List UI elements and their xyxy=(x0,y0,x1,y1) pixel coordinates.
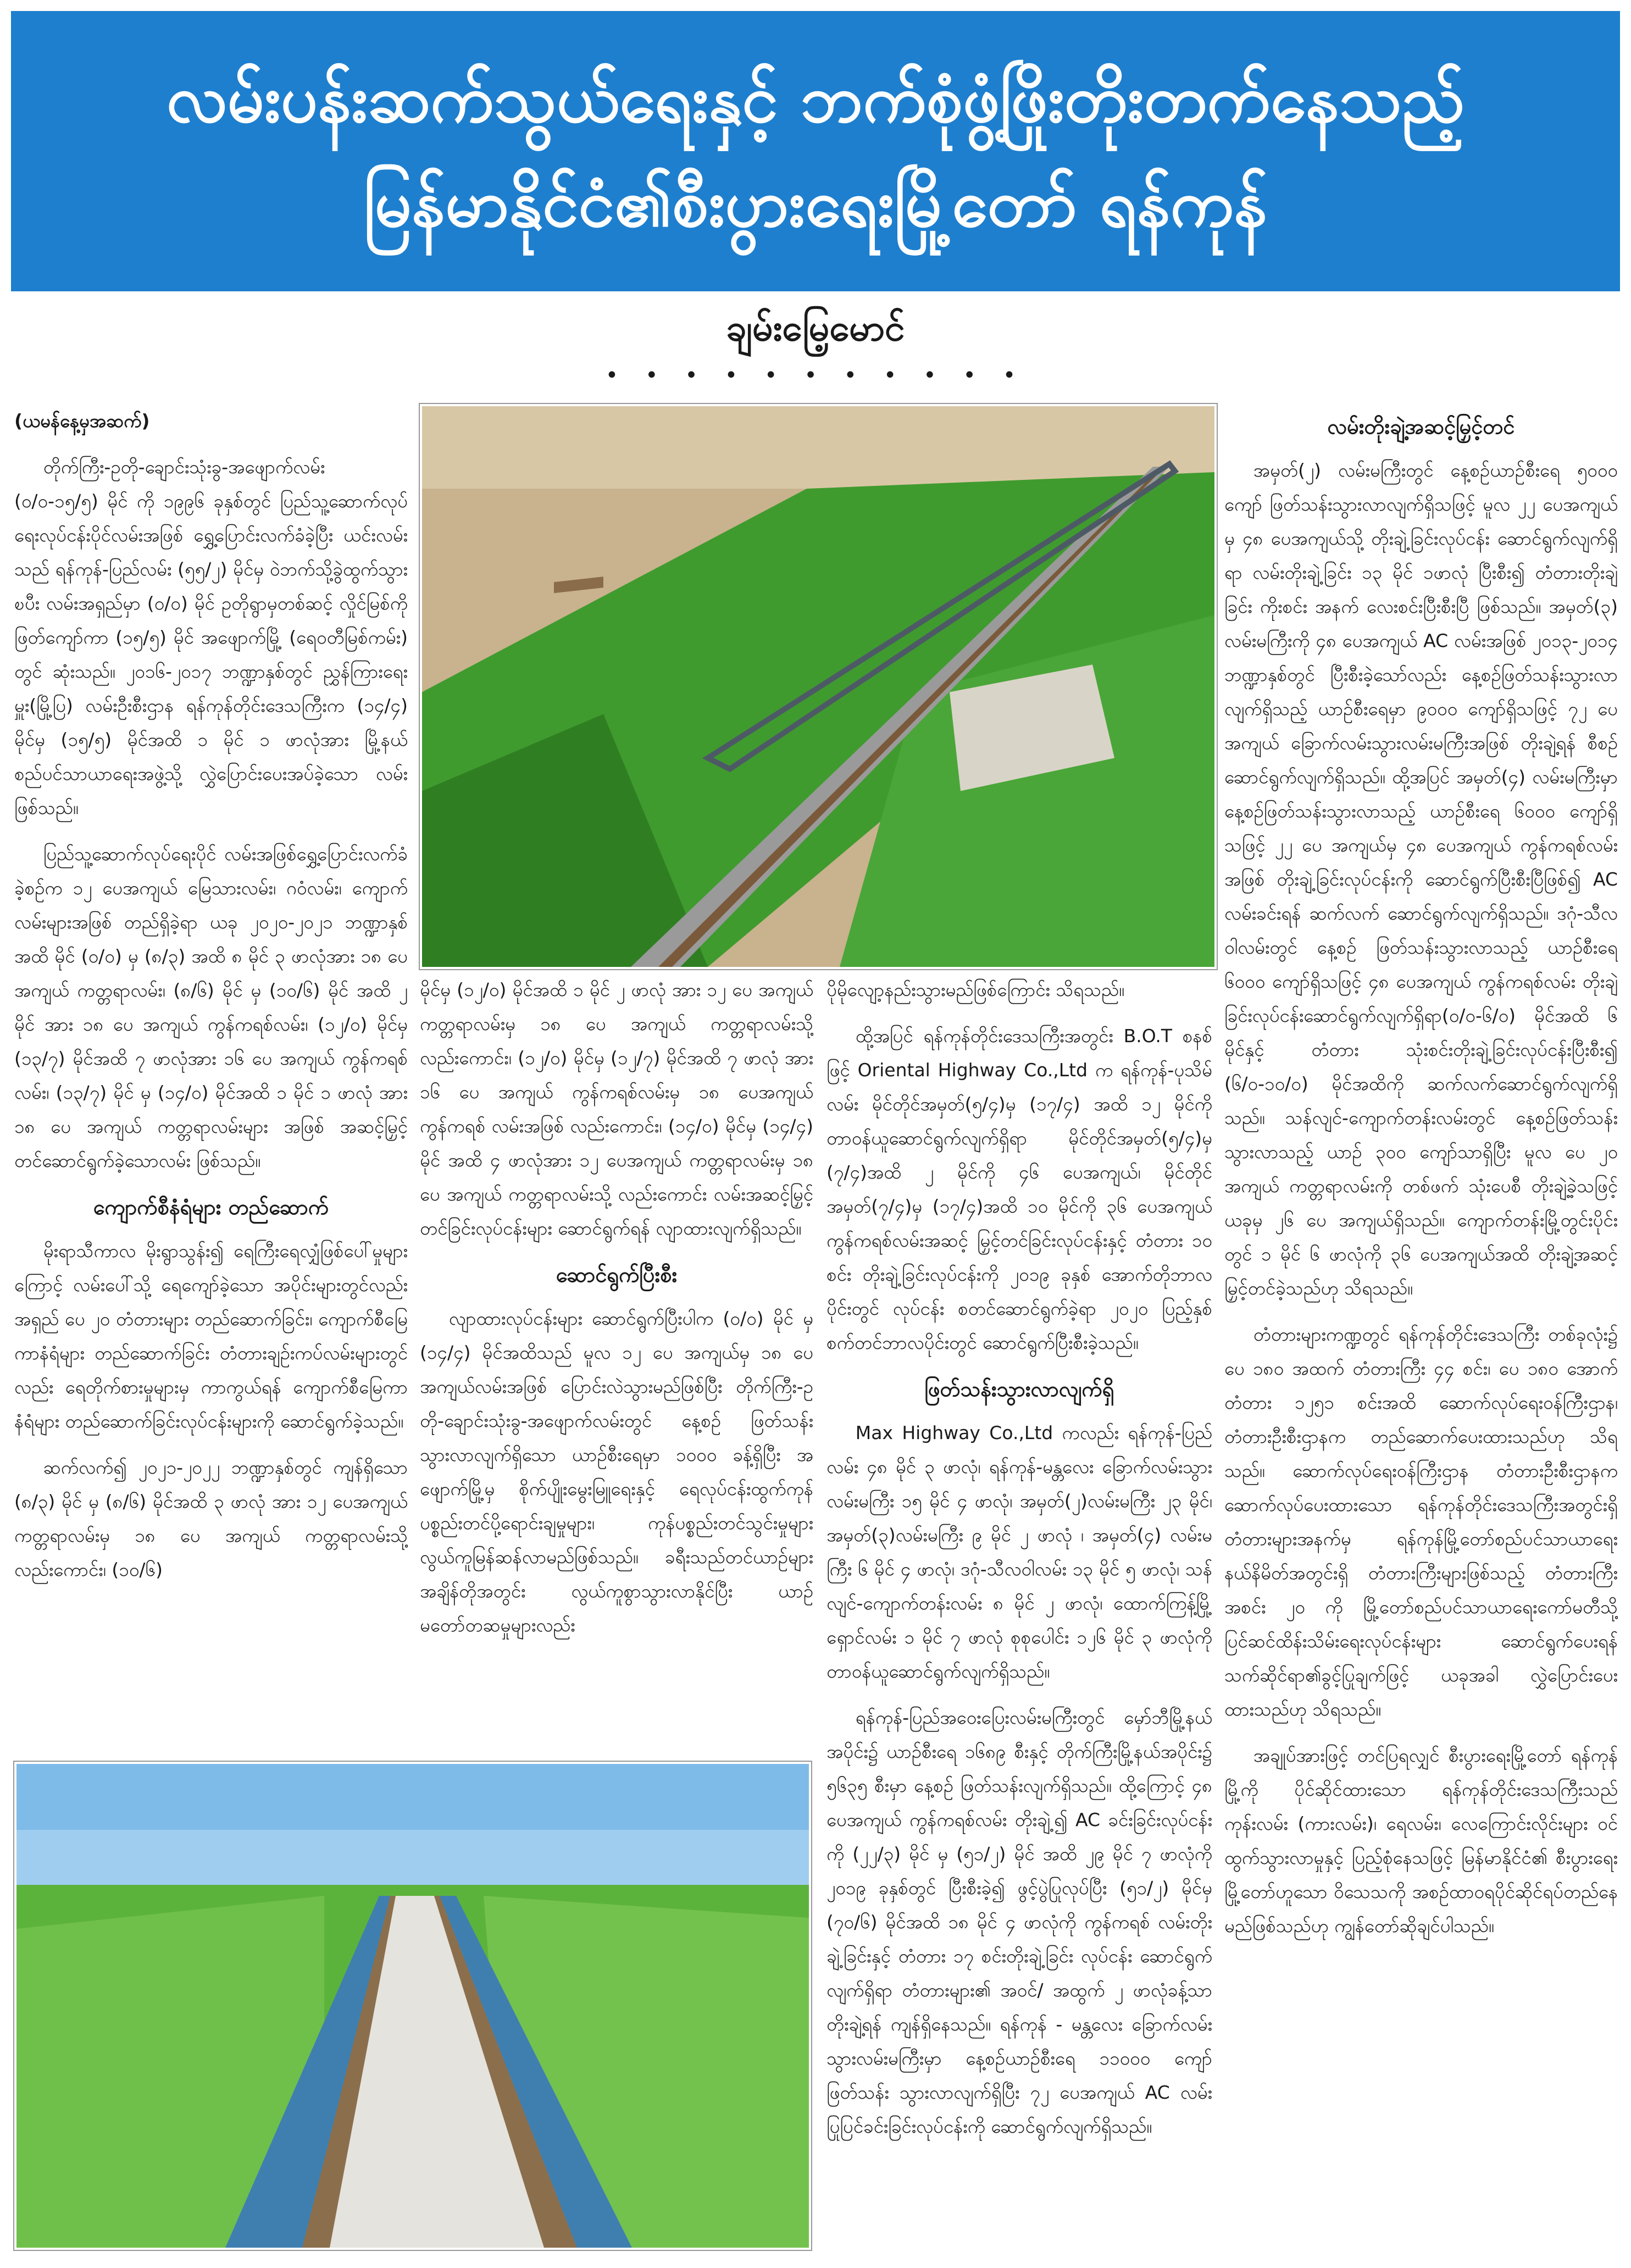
paragraph: အချုပ်အားဖြင့် တင်ပြရလျှင် စီးပွားရေးမြို့တော် ရန်ကုန်မြို့ကို ပိုင်ဆိုင်ထားသော ရန်ကုန်တိုင်းဒေသကြီးသည် ကုန်းလမ်း (ကားလမ်း)၊ ရေလမ်း၊ လေကြောင်းလိုင်းများ ဝင်ထွက်သွားလာမှုနှင့် ပြည့်စုံနေသဖြင့် မြန်မာနိုင်ငံ၏ စီးပွားရေးမြို့တော်ဟူသော ဝိသေသကို အစဉ်ထာဝရပိုင်ဆိုင်ရပ်တည်နေမည်ဖြစ်သည်ဟု ကျွန်တော်ဆိုချင်ပါသည်။ xyxy=(1224,1745,1618,1937)
article-column-2 xyxy=(420,973,813,1753)
paragraph: မိုင်မှ (၁၂/၀) မိုင်အထိ ၁ မိုင် ၂ ဖာလုံ အား ၁၂ ပေ အကျယ် ကတ္တရာလမ်းမှ ၁၈ ပေ အကျယ် ကတ္တရာလမ်းသို့ လည်းကောင်း၊ (၁၂/၀) မိုင်မှ (၁၂/၇) မိုင်အထိ ၇ ဖာလုံ အား ၁၆ ပေ အကျယ် ကွန်ကရစ်လမ်းမှ ၁၈ ပေအကျယ် ကွန်ကရစ် လမ်းအဖြစ် လည်းကောင်း၊ (၁၄/၀) မိုင်မှ (၁၄/၄) မိုင် အထိ ၄ ဖာလုံအား ၁၂ ပေအကျယ် ကတ္တရာလမ်းမှ ၁၈ ပေ အကျယ် ကတ္တရာလမ်းသို့ လည်းကောင်း လမ်းအဆင့်မြှင့်တင်ခြင်းလုပ်ငန်းများ ဆောင်ရွက်ရန် လျာထားလျက်ရှိသည်။ xyxy=(420,979,813,1239)
paragraph: Max Highway Co.,Ltd ကလည်း ရန်ကုန်-ပြည်လမ်း ၄၈ မိုင် ၃ ဖာလုံ၊ ရန်ကုန်-မန္တလေး ခြောက်လမ်းသွား လမ်းမကြီး ၁၅ မိုင် ၄ ဖာလုံ၊ အမှတ်(၂)လမ်းမကြီး ၂၃ မိုင်၊ အမှတ်(၃)လမ်းမကြီး ၉ မိုင် ၂ ဖာလုံ ၊ အမှတ်(၄) လမ်းမကြီး ၆ မိုင် ၄ ဖာလုံ၊ ဒဂုံ-သီလဝါလမ်း ၁၃ မိုင် ၅ ဖာလုံ၊ သန်လျင်-ကျောက်တန်းလမ်း ၈ မိုင် ၂ ဖာလုံ၊ ထောက်ကြန့်မြို့ရှောင်လမ်း ၁ မိုင် ၇ ဖာလုံ စုစုပေါင်း ၁၂၆ မိုင် ၃ ဖာလုံကို တာဝန်ယူဆောင်ရွက်လျက်ရှိသည်။ xyxy=(826,1422,1212,1682)
article-column-3 xyxy=(826,973,1212,2248)
article-column-1 xyxy=(14,404,408,1745)
article-column-4 xyxy=(1224,404,1618,2251)
author-byline: ချမ်းမြေ့မောင် xyxy=(726,307,905,349)
paragraph: မိုးရာသီကာလ မိုးရွာသွန်း၍ ရေကြီးရေလျှံဖြစ်ပေါ်မှုများကြောင့် လမ်းပေါ်သို့ ရေကျော်ခဲ့သော အပိုင်းများတွင်လည်း အရှည် ပေ ၂၀ တံတားများ တည်ဆောက်ခြင်း၊ ကျောက်စီမြေကာနံရံများ တည်ဆောက်ခြင်း တံတားချဉ်းကပ်လမ်းများတွင်လည်း ရေတိုက်စားမှုများမှ ကာကွယ်ရန် ကျောက်စီမြေကာနံရံများ တည်ဆောက်ခြင်းလုပ်ငန်းများကို ဆောင်ရွက်ခဲ့သည်။ xyxy=(14,1240,408,1432)
rural-road-photo xyxy=(14,1762,811,2250)
paragraph: ပြည်သူ့ဆောက်လုပ်ရေးပိုင် လမ်းအဖြစ်ရွှေ့ပြောင်းလက်ခံခဲ့စဉ်က ၁၂ ပေအကျယ် မြေသားလမ်း၊ ဂဝံလမ်း၊ ကျောက်လမ်းများအဖြစ် တည်ရှိခဲ့ရာ ယခု ၂၀၂၀-၂၀၂၁ ဘဏ္ဍာနှစ်အထိ မိုင် (၀/၀) မှ (၈/၃) အထိ ၈ မိုင် ၃ ဖာလုံအား ၁၈ ပေ အကျယ် ကတ္တရာလမ်း၊ (၈/၆) မိုင် မှ (၁၀/၆) မိုင် အထိ ၂ မိုင် အား ၁၈ ပေ အကျယ် ကွန်ကရစ်လမ်း၊ (၁၂/၀) မိုင်မှ (၁၃/၇) မိုင်အထိ ၇ ဖာလုံအား ၁၆ ပေ အကျယ် ကွန်ကရစ်လမ်း၊ (၁၃/၇) မိုင် မှ (၁၄/၀) မိုင်အထိ ၁ မိုင် ၁ ဖာလုံ အား ၁၈ ပေ အကျယ် ကတ္တရာလမ်းများ အဖြစ် အဆင့်မြှင့်တင်ဆောင်ရွက်ခဲ့သောလမ်း ဖြစ်သည်။ xyxy=(14,843,408,1171)
section-heading: ဆောင်ရွက်ပြီးစီး xyxy=(556,1263,678,1287)
section-heading: ဖြတ်သန်းသွားလာလျက်ရှိ xyxy=(924,1377,1114,1401)
paragraph: အမှတ်(၂) လမ်းမကြီးတွင် နေ့စဉ်ယာဉ်စီးရေ ၅၀၀၀ ကျော် ဖြတ်သန်းသွားလာလျက်ရှိသဖြင့် မူလ ၂၂ ပေအကျယ်မှ ၄၈ ပေအကျယ်သို့ တိုးချဲ့ခြင်းလုပ်ငန်း ဆောင်ရွက်လျက်ရှိရာ လမ်းတိုးချဲ့ခြင်း ၁၃ မိုင် ၁ဖာလုံ ပြီးစီး၍ တံတားတိုးချဲ့ခြင်း ကိုးစင်း အနက် လေးစင်းပြီးစီးပြီ ဖြစ်သည်။ အမှတ်(၃) လမ်းမကြီးကို ၄၈ ပေအကျယ် AC လမ်းအဖြစ် ၂၀၁၃-၂၀၁၄ ဘဏ္ဍာနှစ်တွင် ပြီးစီးခဲ့သော်လည်း နေ့စဉ်ဖြတ်သန်းသွားလာလျက်ရှိသည့် ယာဉ်စီးရေမှာ ၉၀၀၀ ကျော်ရှိသဖြင့် ၇၂ ပေအကျယ် ခြောက်လမ်းသွားလမ်းမကြီးအဖြစ် တိုးချဲ့ရန် စီစဉ်ဆောင်ရွက်လျက်ရှိသည်။ ထို့အပြင် အမှတ်(၄) လမ်းမကြီးမှာ နေ့စဉ်ဖြတ်သန်းသွားလာသည့် ယာဉ်စီးရေ ၆၀၀၀ ကျော်ရှိသဖြင့် ၂၂ ပေ အကျယ်မှ ၄၈ ပေအကျယ် ကွန်ကရစ်လမ်းအဖြစ် တိုးချဲ့ခြင်းလုပ်ငန်းကို ဆောင်ရွက်ပြီးစီးပြီဖြစ်၍ AC လမ်းခင်းရန် ဆက်လက် ဆောင်ရွက်လျက်ရှိသည်။ ဒဂုံ-သီလဝါလမ်းတွင် နေ့စဉ် ဖြတ်သန်းသွားလာသည့် ယာဉ်စီးရေ ၆၀၀၀ ကျော်ရှိသဖြင့် ၄၈ ပေအကျယ် ကွန်ကရစ်လမ်း တိုးချဲ့ခြင်းလုပ်ငန်းဆောင်ရွက်လျက်ရှိရာ(၀/၀-၆/၀) မိုင်အထိ ၆ မိုင်နှင့် တံတား သုံးစင်းတိုးချဲ့ခြင်းလုပ်ငန်းပြီးစီး၍ (၆/၀-၁၀/၀) မိုင်အထိကို ဆက်လက်ဆောင်ရွက်လျက်ရှိသည်။ သန်လျင်-ကျောက်တန်းလမ်းတွင် နေ့စဉ်ဖြတ်သန်းသွားလာသည့် ယာဉ် ၃၀၀ ကျော်သာရှိပြီး မူလ ပေ ၂၀ အကျယ် ကတ္တရာလမ်းကို တစ်ဖက် သုံးပေစီ တိုးချဲ့ခဲ့သဖြင့် ယခုမှ ၂၆ ပေ အကျယ်ရှိသည်။ ကျောက်တန်းမြို့တွင်းပိုင်းတွင် ၁ မိုင် ၆ ဖာလုံကို ၃၆ ပေအကျယ်အထိ တိုးချဲ့အဆင့်မြှင့်တင်ခဲ့သည်ဟု သိရသည်။ xyxy=(1224,460,1618,1299)
byline-divider: • • • • • • • • • • • xyxy=(605,363,1026,388)
bridge-aerial-photo xyxy=(420,404,1217,969)
section-heading: လမ်းတိုးချဲ့အဆင့်မြှင့်တင် xyxy=(1327,414,1515,439)
paragraph: ထို့အပြင် ရန်ကုန်တိုင်းဒေသကြီးအတွင်း B.O.T စနစ်ဖြင့် Oriental Highway Co.,Ltd က ရန်ကုန်-ပုသိမ်လမ်း မိုင်တိုင်အမှတ်(၅/၄)မှ (၁၇/၄) အထိ ၁၂ မိုင်ကို တာဝန်ယူဆောင်ရွက်လျက်ရှိရာ မိုင်တိုင်အမှတ်(၅/၄)မှ (၇/၄)အထိ ၂ မိုင်ကို ၄၆ ပေအကျယ်၊ မိုင်တိုင်အမှတ်(၇/၄)မှ (၁၇/၄)အထိ ၁၀ မိုင်ကို ၃၆ ပေအကျယ် ကွန်ကရစ်လမ်းအဆင့် မြှင့်တင်ခြင်းလုပ်ငန်းနှင့် တံတား ၁၀ စင်း တိုးချဲ့ခြင်းလုပ်ငန်းကို ၂၀၁၉ ခုနှစ် အောက်တိုဘာလပိုင်းတွင် လုပ်ငန်း စတင်ဆောင်ရွက်ခဲ့ရာ ၂၀၂၀ ပြည့်နှစ် စက်တင်ဘာလပိုင်းတွင် ဆောင်ရွက်ပြီးစီးခဲ့သည်။ xyxy=(826,1025,1212,1353)
paragraph: လျာထားလုပ်ငန်းများ ဆောင်ရွက်ပြီးပါက (၀/၀) မိုင် မှ (၁၄/၄) မိုင်အထိသည် မူလ ၁၂ ပေ အကျယ်မှ ၁၈ ပေ အကျယ်လမ်းအဖြစ် ပြောင်းလဲသွားမည်ဖြစ်ပြီး တိုက်ကြီး-ဥတို-ချောင်းသုံးခွ-အဖျောက်လမ်းတွင် နေ့စဉ် ဖြတ်သန်းသွားလာလျက်ရှိသော ယာဉ်စီးရေမှာ ၁၀၀၀ ခန့်ရှိပြီး အဖျောက်မြို့မှ စိုက်ပျိုးမွေးမြူရေးနှင့် ရေလုပ်ငန်းထွက်ကုန်ပစ္စည်းတင်ပို့ရောင်းချမှုများ၊ ကုန်ပစ္စည်းတင်သွင်းမှုများ လွယ်ကူမြန်ဆန်လာမည်ဖြစ်သည်။ ခရီးသည်တင်ယာဉ်များ အချိန်တိုအတွင်း လွယ်ကူစွာသွားလာနိုင်ပြီး ယာဉ်မတော်တဆမှုများလည်း xyxy=(420,1308,813,1636)
paragraph: တိုက်ကြီး-ဥတို-ချောင်းသုံးခွ-အဖျောက်လမ်း (၀/၀-၁၅/၅) မိုင် ကို ၁၉၉၆ ခုနှစ်တွင် ပြည်သူ့ဆောက်လုပ်ရေးလုပ်ငန်းပိုင်လမ်းအဖြစ် ရွှေ့ပြောင်းလက်ခံခဲ့ပြီး ယင်းလမ်းသည် ရန်ကုန်-ပြည်လမ်း (၅၅/၂) မိုင်မှ ဝဲဘက်သို့ခွဲထွက်သွားၿပီး လမ်းအရှည်မှာ (၀/၀) မိုင် ဥတိုရွာမှတစ်ဆင့် လှိုင်မြစ်ကိုဖြတ်ကျော်ကာ (၁၅/၅) မိုင် အဖျောက်မြို့ (ရေဝတီမြစ်ကမ်း) တွင် ဆုံးသည်။ ၂၀၁၆-၂၀၁၇ ဘဏ္ဍာနှစ်တွင် ညွှန်ကြားရေးမှူး(မြို့ပြ) လမ်းဦးစီးဌာန ရန်ကုန်တိုင်းဒေသကြီးက (၁၄/၄) မိုင်မှ (၁၅/၅) မိုင်အထိ ၁ မိုင် ၁ ဖာလုံအား မြို့နယ်စည်ပင်သာယာရေးအဖွဲ့သို့ လွှဲပြောင်းပေးအပ်ခဲ့သော လမ်းဖြစ်သည်။ xyxy=(14,456,408,818)
headline-banner xyxy=(11,11,1620,291)
section-heading: ကျောက်စီနံရံများ တည်ဆောက် xyxy=(93,1195,329,1219)
paragraph: ဆက်လက်၍ ၂၀၂၁-၂၀၂၂ ဘဏ္ဍာနှစ်တွင် ကျန်ရှိသော (၈/၃) မိုင် မှ (၈/၆) မိုင်အထိ ၃ ဖာလုံ အား ၁၂ ပေအကျယ် ကတ္တရာလမ်းမှ ၁၈ ပေ အကျယ် ကတ္တရာလမ်းသို့ လည်းကောင်း၊ (၁၀/၆) xyxy=(14,1457,408,1580)
continued-note: (ယမန်နေ့မှအဆက်) xyxy=(14,410,150,432)
headline-line-2: မြန်မာနိုင်ငံ၏စီးပွားရေးမြို့တော် ရန်ကုန် xyxy=(363,165,1268,241)
paragraph: ရန်ကုန်-ပြည်အဝေးပြေးလမ်းမကြီးတွင် မှော်ဘီမြို့နယ်အပိုင်း၌ ယာဉ်စီးရေ ၁၆၈၉ စီးနှင့် တိုက်ကြီးမြို့နယ်အပိုင်း၌ ၅၆၃၅ စီးမှာ နေ့စဉ် ဖြတ်သန်းလျက်ရှိသည်။ ထို့ကြောင့် ၄၈ ပေအကျယ် ကွန်ကရစ်လမ်း တိုးချဲ့၍ AC ခင်းခြင်းလုပ်ငန်းကို (၂၂/၃) မိုင် မှ (၅၁/၂) မိုင် အထိ ၂၉ မိုင် ၇ ဖာလုံကို ၂၀၁၉ ခုနှစ်တွင် ပြီးစီးခဲ့၍ ဖွင့်ပွဲပြုလုပ်ပြီး (၅၁/၂) မိုင်မှ (၇၀/၆) မိုင်အထိ ၁၈ မိုင် ၄ ဖာလုံကို ကွန်ကရစ် လမ်းတိုးချဲ့ခြင်းနှင့် တံတား ၁၇ စင်းတိုးချဲ့ခြင်း လုပ်ငန်း ဆောင်ရွက်လျက်ရှိရာ တံတားများ၏ အဝင်/ အထွက် ၂ ဖာလုံခန့်သာ တိုးချဲ့ရန် ကျန်ရှိနေသည်။ ရန်ကုန် - မန္တလေး ခြောက်လမ်းသွားလမ်းမကြီးမှာ နေ့စဉ်ယာဉ်စီးရေ ၁၁၀၀၀ ကျော် ဖြတ်သန်း သွားလာလျက်ရှိပြီး ၇၂ ပေအကျယ် AC လမ်းပြုပြင်ခင်းခြင်းလုပ်ငန်းကို ဆောင်ရွက်လျက်ရှိသည်။ xyxy=(826,1707,1212,2137)
headline-line-1: လမ်းပန်းဆက်သွယ်ရေးနှင့် ဘက်စုံဖွံ့ဖြိုးတိုးတက်နေသည့် xyxy=(166,61,1465,137)
paragraph: ပိုမိုလျော့နည်းသွားမည်ဖြစ်ကြောင်း သိရသည်။ xyxy=(826,979,1125,1000)
paragraph: တံတားများကဏ္ဍတွင် ရန်ကုန်တိုင်းဒေသကြီး တစ်ခုလုံး၌ ပေ ၁၈၀ အထက် တံတားကြီး ၄၄ စင်း၊ ပေ ၁၈၀ အောက် တံတား ၁၂၅၁ စင်းအထိ ဆောက်လုပ်ရေးဝန်ကြီးဌာန၊ တံတားဦးစီးဌာနက တည်ဆောက်ပေးထားသည်ဟု သိရသည်။ ဆောက်လုပ်ရေးဝန်ကြီးဌာန တံတားဦးစီးဌာနက ဆောက်လုပ်ပေးထားသော ရန်ကုန်တိုင်းဒေသကြီးအတွင်းရှိ တံတားများအနက်မှ ရန်ကုန်မြို့တော်စည်ပင်သာယာရေးနယ်နိမိတ်အတွင်းရှိ တံတားကြီးများဖြစ်သည့် တံတားကြီးအစင်း ၂၀ ကို မြို့တော်စည်ပင်သာယာရေးကော်မတီသို့ ပြင်ဆင်ထိန်းသိမ်းရေးလုပ်ငန်းများ ဆောင်ရွက်ပေးရန် သက်ဆိုင်ရာ၏ခွင့်ပြုချက်ဖြင့် ယခုအခါ လွှဲပြောင်းပေးထားသည်ဟု သိရသည်။ xyxy=(1224,1324,1618,1720)
